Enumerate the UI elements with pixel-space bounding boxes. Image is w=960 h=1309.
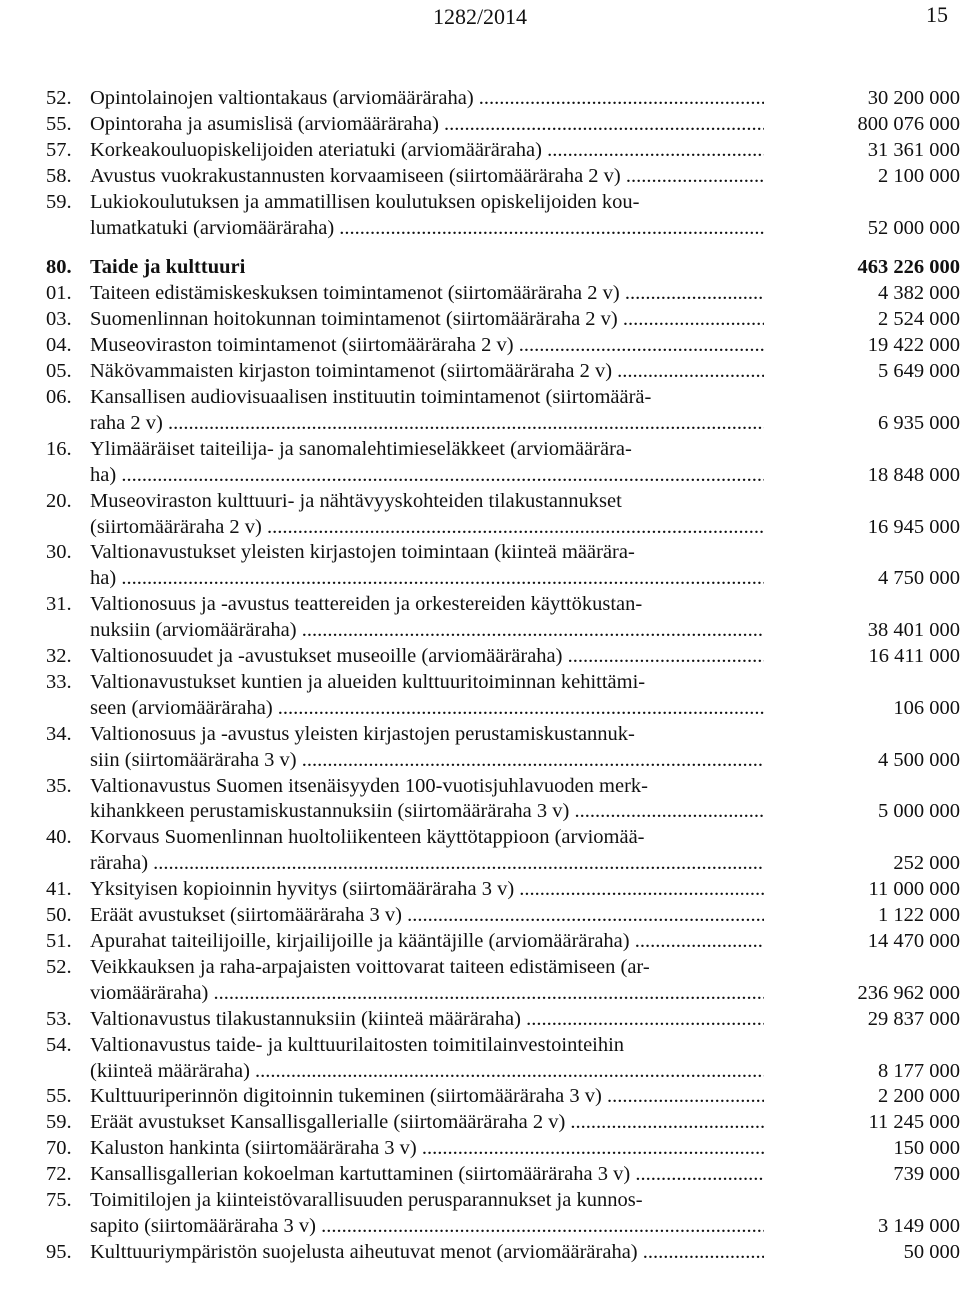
line-number: 54.	[46, 1033, 72, 1056]
budget-line	[46, 307, 960, 333]
line-amount: 19 422 000	[867, 334, 960, 357]
line-number: 05.	[46, 360, 72, 383]
line-description-first: Kansallisen audiovisuaalisen instituutin toimintamenot (siirtomäärä-	[90, 385, 652, 408]
budget-line	[46, 955, 960, 1007]
line-description	[90, 489, 764, 541]
line-description-last: Taiteen edistämiskeskuksen toimintamenot (siirtomääräraha 2 v) .....	[90, 281, 764, 307]
budget-line	[46, 1007, 960, 1033]
list-before	[46, 86, 960, 241]
line-description-first: Museoviraston kulttuuri- ja nähtävyyskohteiden tilakustannukset	[90, 489, 622, 512]
line-number: 52.	[46, 87, 72, 109]
line-description	[90, 138, 764, 164]
line-description-last: viomääräraha) .....	[90, 981, 764, 1007]
line-description-first: Valtionavustukset yleisten kirjastojen toimintaan (kiinteä määrära-	[90, 541, 635, 564]
line-amount: 18 848 000	[867, 463, 960, 486]
line-description-last: Kulttuuriympäristön suojelusta aiheutuvat menot (arviomääräraha) .....	[90, 1240, 764, 1266]
budget-line	[46, 592, 960, 644]
budget-line	[46, 644, 960, 670]
line-number: 57.	[46, 138, 72, 161]
line-description-first: Valtionavustukset kuntien ja alueiden kulttuuritoiminnan kehittämi-	[90, 670, 646, 693]
line-amount: 14 470 000	[867, 930, 960, 952]
line-amount: 2 200 000	[878, 1085, 960, 1108]
line-description-last: lumatkatuki (arviomääräraha) .....	[90, 216, 764, 242]
line-amount: 4 382 000	[878, 282, 960, 305]
line-number: 33.	[46, 670, 72, 693]
budget-line	[46, 138, 960, 164]
line-description	[90, 190, 764, 242]
list-after	[46, 281, 960, 1265]
line-description-last: Opintolainojen valtiontakaus (arviomääräraha) .....	[90, 86, 764, 112]
line-amount: 4 750 000	[878, 567, 960, 590]
line-description-last: (kiinteä määräraha) .....	[90, 1059, 764, 1085]
line-description-first: Valtionavustus taide- ja kulttuurilaitosten toimitilainvestointeihin	[90, 1033, 625, 1056]
budget-line	[46, 281, 960, 307]
line-amount: 11 000 000	[868, 878, 960, 901]
line-amount: 6 935 000	[878, 411, 960, 434]
line-description-last: Apurahat taiteilijoille, kirjailijoille ja kääntäjille (arviomääräraha) .....	[90, 929, 764, 955]
line-description-last: Kansallisgallerian kokoelman kartuttaminen (siirtomääräraha 3 v) .....	[90, 1162, 764, 1188]
line-description-last: räraha) .....	[90, 851, 764, 877]
line-amount: 150 000	[893, 1137, 960, 1160]
line-description-first: Veikkauksen ja raha-arpajaisten voittovarat taiteen edistämiseen (ar-	[90, 955, 650, 978]
budget-line	[46, 825, 960, 877]
line-description-last: ha) .....	[90, 463, 764, 489]
budget-line	[46, 112, 960, 138]
line-amount: 11 245 000	[868, 1111, 960, 1134]
budget-line	[46, 1136, 960, 1162]
budget-line	[46, 489, 960, 541]
budget-line	[46, 877, 960, 903]
budget-line	[46, 86, 960, 112]
line-number: 31.	[46, 593, 72, 616]
line-amount: 16 945 000	[867, 515, 960, 538]
line-description-last: Yksityisen kopioinnin hyvitys (siirtomääräraha 3 v) .....	[90, 877, 764, 903]
budget-line	[46, 903, 960, 929]
section-heading	[46, 255, 960, 281]
line-description	[90, 1007, 764, 1033]
line-amount: 3 149 000	[878, 1214, 960, 1237]
line-amount: 50 000	[903, 1240, 960, 1263]
line-amount: 2 100 000	[878, 164, 960, 187]
line-amount: 1 122 000	[878, 904, 960, 927]
line-description-last: Kulttuuriperinnön digitoinnin tukeminen (siirtomääräraha 3 v) .....	[90, 1084, 764, 1110]
line-number: 51.	[46, 930, 72, 952]
line-description-last: Suomenlinnan hoitokunnan toimintamenot (siirtomääräraha 2 v) .....	[90, 307, 764, 333]
budget-list	[46, 86, 960, 1266]
line-description	[90, 825, 764, 877]
line-description-last: Eräät avustukset (siirtomääräraha 3 v) .....	[90, 903, 764, 929]
line-description-last: Museoviraston toimintamenot (siirtomääräraha 2 v) .....	[90, 333, 764, 359]
budget-line	[46, 164, 960, 190]
line-number: 16.	[46, 437, 72, 460]
line-description	[90, 722, 764, 774]
line-number: 58.	[46, 164, 72, 187]
line-description-last: sapito (siirtomääräraha 3 v) .....	[90, 1214, 764, 1240]
line-description	[90, 437, 764, 489]
line-description	[90, 1033, 764, 1085]
budget-line	[46, 1084, 960, 1110]
line-number: 53.	[46, 1007, 72, 1030]
line-number: 75.	[46, 1189, 72, 1212]
section-number: 80.	[46, 256, 72, 279]
line-description	[90, 1240, 764, 1266]
line-number: 01.	[46, 282, 72, 305]
budget-line	[46, 1033, 960, 1085]
line-number: 06.	[46, 385, 72, 408]
line-description	[90, 307, 764, 333]
budget-line	[46, 1188, 960, 1240]
line-number: 59.	[46, 190, 72, 213]
line-amount: 38 401 000	[867, 619, 960, 642]
line-number: 32.	[46, 645, 72, 668]
line-amount: 16 411 000	[868, 645, 960, 668]
line-description	[90, 359, 764, 385]
line-amount: 236 962 000	[857, 981, 960, 1004]
line-description	[90, 385, 764, 437]
line-number: 70.	[46, 1137, 72, 1160]
line-description	[90, 112, 764, 138]
line-description-last: ha) .....	[90, 566, 764, 592]
line-number: 72.	[46, 1163, 72, 1186]
line-description-last: (siirtomääräraha 2 v) .....	[90, 515, 764, 541]
line-amount: 739 000	[893, 1163, 960, 1186]
line-description	[90, 774, 764, 826]
line-description	[90, 955, 764, 1007]
line-description-first: Valtionosuus ja -avustus yleisten kirjastojen perustamiskustannuk-	[90, 722, 635, 745]
line-description	[90, 1136, 764, 1162]
line-amount: 252 000	[893, 852, 960, 875]
line-description	[90, 1188, 764, 1240]
budget-line	[46, 540, 960, 592]
line-description	[90, 1162, 764, 1188]
line-number: 50.	[46, 904, 72, 927]
line-description-first: Valtionosuus ja -avustus teattereiden ja orkestereiden käyttökustan-	[90, 593, 643, 616]
line-description-first: Ylimääräiset taiteilija- ja sanomalehtimieseläkkeet (arviomäärära-	[90, 437, 632, 460]
line-number: 41.	[46, 878, 72, 901]
line-number: 04.	[46, 334, 72, 357]
budget-line	[46, 437, 960, 489]
line-amount: 5 000 000	[878, 800, 960, 823]
line-description	[90, 333, 764, 359]
line-description-last: kihankkeen perustamiskustannuksiin (siirtomääräraha 3 v) .....	[90, 799, 764, 825]
line-number: 20.	[46, 489, 72, 512]
budget-line	[46, 929, 960, 955]
line-amount: 52 000 000	[867, 216, 960, 239]
section-amount: 463 226 000	[857, 256, 960, 279]
line-description	[90, 281, 764, 307]
line-amount: 8 177 000	[878, 1059, 960, 1082]
line-description-last: Avustus vuokrakustannusten korvaamiseen (siirtomääräraha 2 v) .....	[90, 164, 764, 190]
line-amount: 5 649 000	[878, 360, 960, 383]
line-description	[90, 877, 764, 903]
budget-line	[46, 670, 960, 722]
line-amount: 800 076 000	[857, 112, 960, 135]
line-number: 59.	[46, 1111, 72, 1134]
line-description-last: Kaluston hankinta (siirtomääräraha 3 v) .....	[90, 1136, 764, 1162]
budget-line	[46, 1110, 960, 1136]
line-number: 35.	[46, 774, 72, 797]
line-amount: 4 500 000	[878, 748, 960, 771]
line-number: 30.	[46, 541, 72, 564]
document-reference: 1282/2014	[432, 4, 528, 29]
budget-line	[46, 359, 960, 385]
line-description-first: Lukiokoulutuksen ja ammatillisen koulutuksen opiskelijoiden kou-	[90, 190, 640, 213]
budget-line	[46, 774, 960, 826]
line-number: 95.	[46, 1240, 72, 1263]
budget-line	[46, 333, 960, 359]
line-description-last: Valtionavustus tilakustannuksiin (kiinteä määräraha) .....	[90, 1007, 764, 1033]
line-description	[90, 929, 764, 955]
budget-line	[46, 722, 960, 774]
line-description-first: Toimitilojen ja kiinteistövarallisuuden perusparannukset ja kunnos-	[90, 1189, 643, 1212]
line-description-last: Näkövammaisten kirjaston toimintamenot (siirtomääräraha 2 v) .....	[90, 359, 764, 385]
line-amount: 2 524 000	[878, 308, 960, 331]
line-description	[90, 670, 764, 722]
line-number: 03.	[46, 308, 72, 331]
line-number: 55.	[46, 112, 72, 135]
line-description-first: Korvaus Suomenlinnan huoltoliikenteen käyttötappioon (arviomää-	[90, 826, 645, 849]
line-description	[90, 164, 764, 190]
budget-line	[46, 1240, 960, 1266]
line-description-last: nuksiin (arviomääräraha) .....	[90, 618, 764, 644]
budget-line	[46, 190, 960, 242]
line-description	[90, 644, 764, 670]
line-description-last: Opintoraha ja asumislisä (arviomääräraha) .....	[90, 112, 764, 138]
line-description	[90, 1110, 764, 1136]
section-title: Taide ja kulttuuri	[90, 256, 246, 279]
line-description-last: siin (siirtomääräraha 3 v) .....	[90, 748, 764, 774]
page-number: 15	[926, 2, 948, 27]
line-description	[90, 540, 764, 592]
line-description	[90, 1084, 764, 1110]
line-number: 34.	[46, 722, 72, 745]
line-description-last: raha 2 v) .....	[90, 411, 764, 437]
line-description-last: Eräät avustukset Kansallisgallerialle (siirtomääräraha 2 v) .....	[90, 1110, 764, 1136]
line-description	[90, 86, 764, 112]
line-amount: 31 361 000	[867, 138, 960, 161]
line-description	[90, 903, 764, 929]
line-amount: 29 837 000	[867, 1007, 960, 1030]
line-description-last: seen (arviomääräraha) .....	[90, 696, 764, 722]
line-amount: 106 000	[893, 696, 960, 719]
line-number: 55.	[46, 1085, 72, 1108]
budget-line	[46, 385, 960, 437]
budget-line	[46, 1162, 960, 1188]
line-description-last: Valtionosuudet ja -avustukset museoille (arviomääräraha) .....	[90, 644, 764, 670]
line-number: 40.	[46, 826, 72, 849]
line-number: 52.	[46, 955, 72, 978]
line-description	[90, 592, 764, 644]
line-amount: 30 200 000	[867, 87, 960, 109]
line-description-last: Korkeakouluopiskelijoiden ateriatuki (arviomääräraha) .....	[90, 138, 764, 164]
line-description-first: Valtionavustus Suomen itsenäisyyden 100-vuotisjuhlavuoden merk-	[90, 774, 648, 797]
